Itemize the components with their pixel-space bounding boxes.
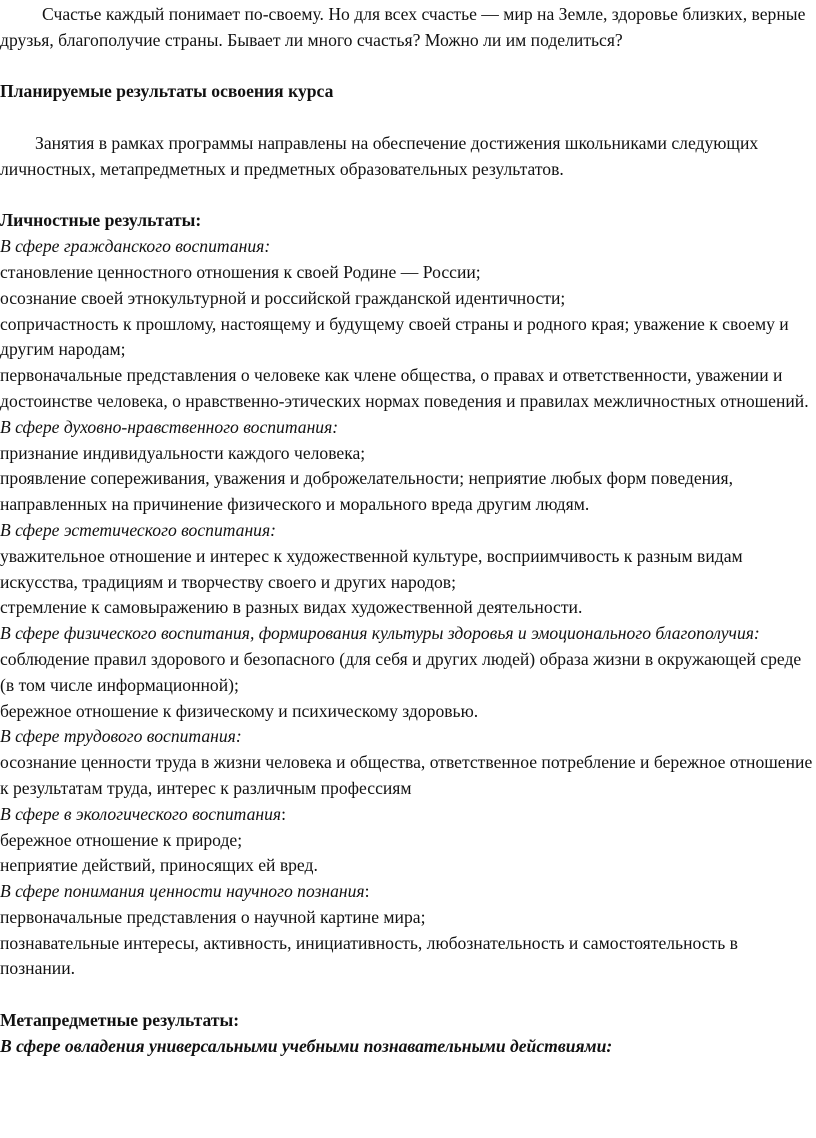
science-sphere-title: В сфере понимания ценности научного познания	[0, 881, 365, 902]
meta-results-heading: Метапредметные результаты:	[0, 1010, 240, 1031]
list-item: первоначальные представления о научной картине мира;	[0, 906, 426, 927]
list-item: познавательные интересы, активность, инициативность, любознательность и самостоятельность в познании.	[0, 932, 738, 979]
aesthetic-sphere-title: В сфере эстетического воспитания:	[0, 519, 277, 540]
spacer	[0, 183, 816, 209]
list-item: бережное отношение к природе;	[0, 829, 243, 850]
list-item: осознание своей этнокультурной и российской гражданской идентичности;	[0, 287, 566, 308]
physical-sphere-title: В сфере физического воспитания, формирования культуры здоровья и эмоционального благополучия:	[0, 623, 760, 644]
civic-sphere-title: В сфере гражданского воспитания:	[0, 236, 271, 257]
science-colon: :	[364, 881, 370, 902]
list-item: бережное отношение к физическому и психическому здоровью.	[0, 700, 479, 721]
list-item: становление ценностного отношения к своей Родине — России;	[0, 261, 481, 282]
list-item: сопричастность к прошлому, настоящему и будущему своей страны и родного края; уважение к своему и другим народам;	[0, 313, 789, 360]
list-item: уважительное отношение и интерес к художественной культуре, восприимчивость к разным видам искусства, традициям и творчеству своего и других народов;	[0, 545, 743, 592]
list-item: первоначальные представления о человеке как члене общества, о правах и ответственности, уважении и достоинстве человека, о нравственно-этических нормах поведения и правилах межличностных отношений.	[0, 365, 809, 411]
list-item: неприятие действий, приносящих ей вред.	[0, 855, 318, 876]
planned-results-paragraph: Занятия в рамках программы направлены на обеспечение достижения школьниками следующих личностных, метапредметных и предметных образовательных результатов.	[0, 132, 759, 179]
spacer	[0, 982, 816, 1008]
list-item: соблюдение правил здорового и безопасного (для себя и других людей) образа жизни в окружающей среде (в том числе информационной);	[0, 648, 802, 695]
ecology-colon: :	[281, 803, 286, 824]
planned-results-heading: Планируемые результаты освоения курса	[0, 81, 334, 102]
list-item: признание индивидуальности каждого человека;	[0, 442, 366, 463]
ecology-sphere-title-line	[0, 802, 816, 828]
list-item: проявление сопереживания, уважения и доброжелательности; неприятие любых форм поведения, направленных на причинение физического и морального вреда другим людям.	[0, 468, 733, 515]
science-sphere-title-line	[0, 879, 816, 905]
spacer	[0, 105, 816, 131]
labor-sphere-title: В сфере трудового воспитания:	[0, 726, 242, 747]
personal-results-heading: Личностные результаты:	[0, 210, 202, 231]
list-item: стремление к самовыражению в разных видах художественной деятельности.	[0, 597, 583, 618]
spacer	[0, 54, 816, 80]
meta-cognitive-subheading: В сфере овладения универсальными учебными познавательными действиями:	[0, 1035, 613, 1056]
list-item: осознание ценности труда в жизни человека и общества, ответственное потребление и бережное отношение к результатам труда, интерес к различным профессиям	[0, 752, 813, 798]
ecology-sphere-title: В сфере в экологического воспитания	[0, 803, 282, 824]
moral-sphere-title: В сфере духовно-нравственного воспитания:	[0, 416, 339, 437]
intro-paragraph: Счастье каждый понимает по-своему. Но для всех счастье — мир на Земле, здоровье близких, верные друзья, благополучие страны. Бывает ли много счастья? Можно ли им поделиться?	[0, 4, 806, 50]
